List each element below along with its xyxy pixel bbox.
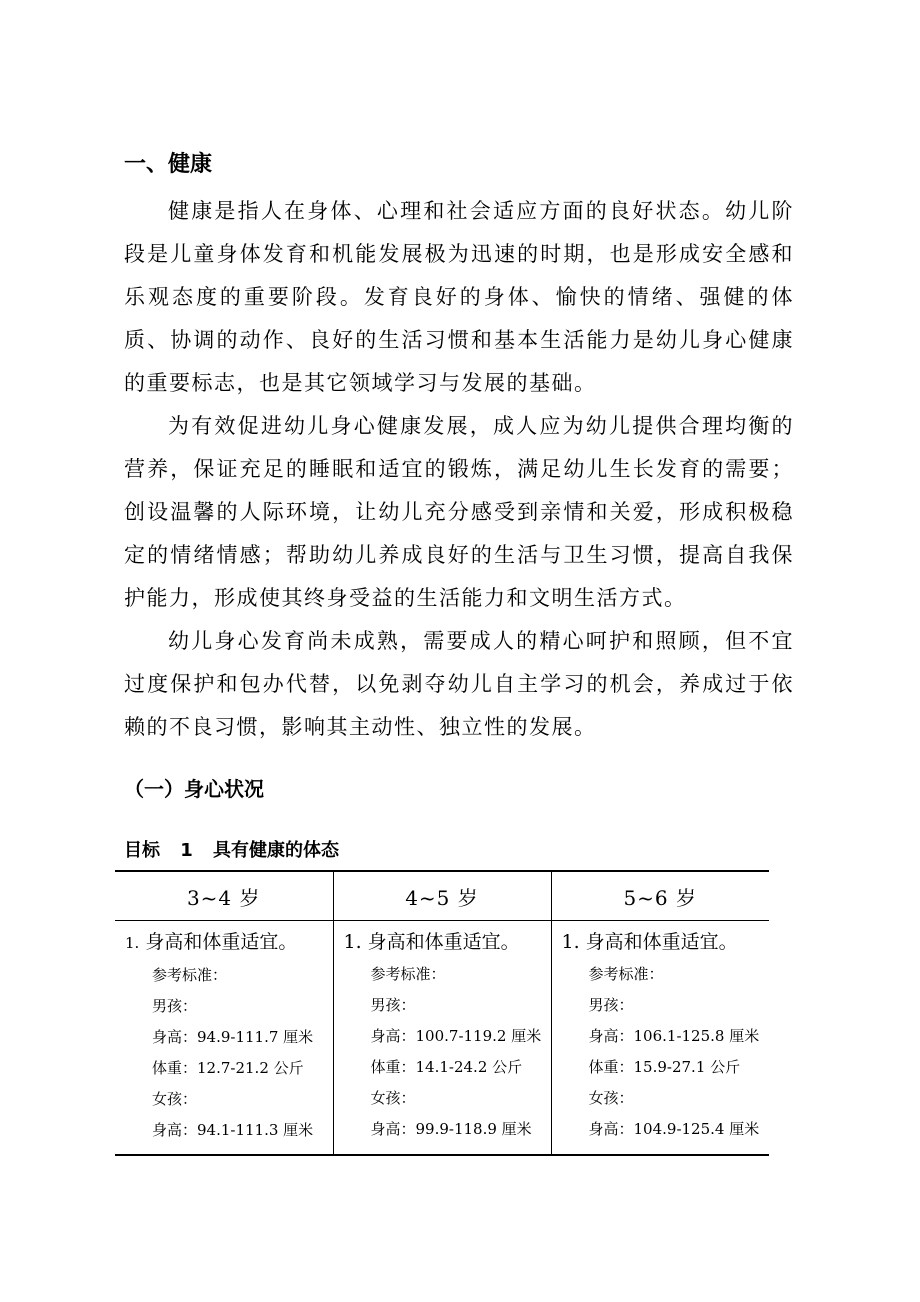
item-title <box>344 929 551 955</box>
girls-label: 女孩： <box>588 1089 634 1107</box>
item-text: 身高和体重适宜。 <box>367 931 520 953</box>
item-number: 1. <box>125 934 140 952</box>
subsection-title: （一）身心状况 <box>124 777 264 801</box>
item-number: 1. <box>561 931 580 953</box>
boys-weight: 体重：14.1-24.2 公斤 <box>370 1058 523 1076</box>
girls-label: 女孩： <box>152 1090 198 1108</box>
boys-label: 男孩： <box>152 997 198 1015</box>
cell-age-3-4 <box>115 921 333 1156</box>
boys-weight: 体重：15.9-27.1 公斤 <box>588 1058 741 1076</box>
girls-height: 身高：104.9-125.4 厘米 <box>588 1120 760 1138</box>
item-text: 身高和体重适宜。 <box>145 931 298 953</box>
cell-age-4-5 <box>333 921 551 1156</box>
header-age-4-5: 4~5 岁 <box>333 871 551 921</box>
reference-label: 参考标准： <box>152 966 228 984</box>
girls-height: 身高：99.9-118.9 厘米 <box>370 1120 532 1138</box>
paragraph-avoid-overprotection: 幼儿身心发育尚未成熟，需要成人的精心呵护和照顾，但不宜过度保护和包办代替，以免剥夺幼儿自主学习的机会，养成过于依赖的不良习惯，影响其主动性、独立性的发展。 <box>124 629 794 739</box>
reference-label: 参考标准： <box>588 965 664 983</box>
item-title <box>562 929 770 955</box>
boys-height: 身高：94.9-111.7 厘米 <box>152 1028 314 1046</box>
girls-height: 身高：94.1-111.3 厘米 <box>152 1121 314 1139</box>
age-standards-table <box>115 870 769 1156</box>
goal-title: 目标 1 具有健康的体态 <box>124 840 340 861</box>
section-title: 一、健康 <box>124 152 213 177</box>
paragraph-health-definition: 健康是指人在身体、心理和社会适应方面的良好状态。幼儿阶段是儿童身体发育和机能发展极为迅速的时期，也是形成安全感和乐观态度的重要阶段。发育良好的身体、愉快的情绪、强健的体质、协调的动作、良好的生活习惯和基本生活能力是幼儿身心健康的重要标志，也是其它领域学习与发展的基础。 <box>124 199 794 395</box>
header-age-3-4: 3~4 岁 <box>115 871 333 921</box>
paragraph-adult-support: 为有效促进幼儿身心健康发展，成人应为幼儿提供合理均衡的营养，保证充足的睡眠和适宜的锻炼，满足幼儿生长发育的需要；创设温馨的人际环境，让幼儿充分感受到亲情和关爱，形成积极稳定的情绪情感；帮助幼儿养成良好的生活与卫生习惯，提高自我保护能力，形成使其终身受益的生活能力和文明生活方式。 <box>124 414 794 610</box>
reference-label: 参考标准： <box>370 965 446 983</box>
table-row <box>115 921 769 1156</box>
boys-label: 男孩： <box>370 996 416 1014</box>
cell-age-5-6 <box>551 921 769 1156</box>
boys-weight: 体重：12.7-21.2 公斤 <box>152 1059 304 1077</box>
item-text: 身高和体重适宜。 <box>585 931 738 953</box>
table-header-row <box>115 871 769 921</box>
boys-height: 身高：106.1-125.8 厘米 <box>588 1027 760 1045</box>
girls-label: 女孩： <box>370 1089 416 1107</box>
item-number: 1. <box>343 931 362 953</box>
header-age-5-6: 5~6 岁 <box>551 871 769 921</box>
boys-height: 身高：100.7-119.2 厘米 <box>370 1027 542 1045</box>
item-title <box>125 929 333 956</box>
boys-label: 男孩： <box>588 996 634 1014</box>
